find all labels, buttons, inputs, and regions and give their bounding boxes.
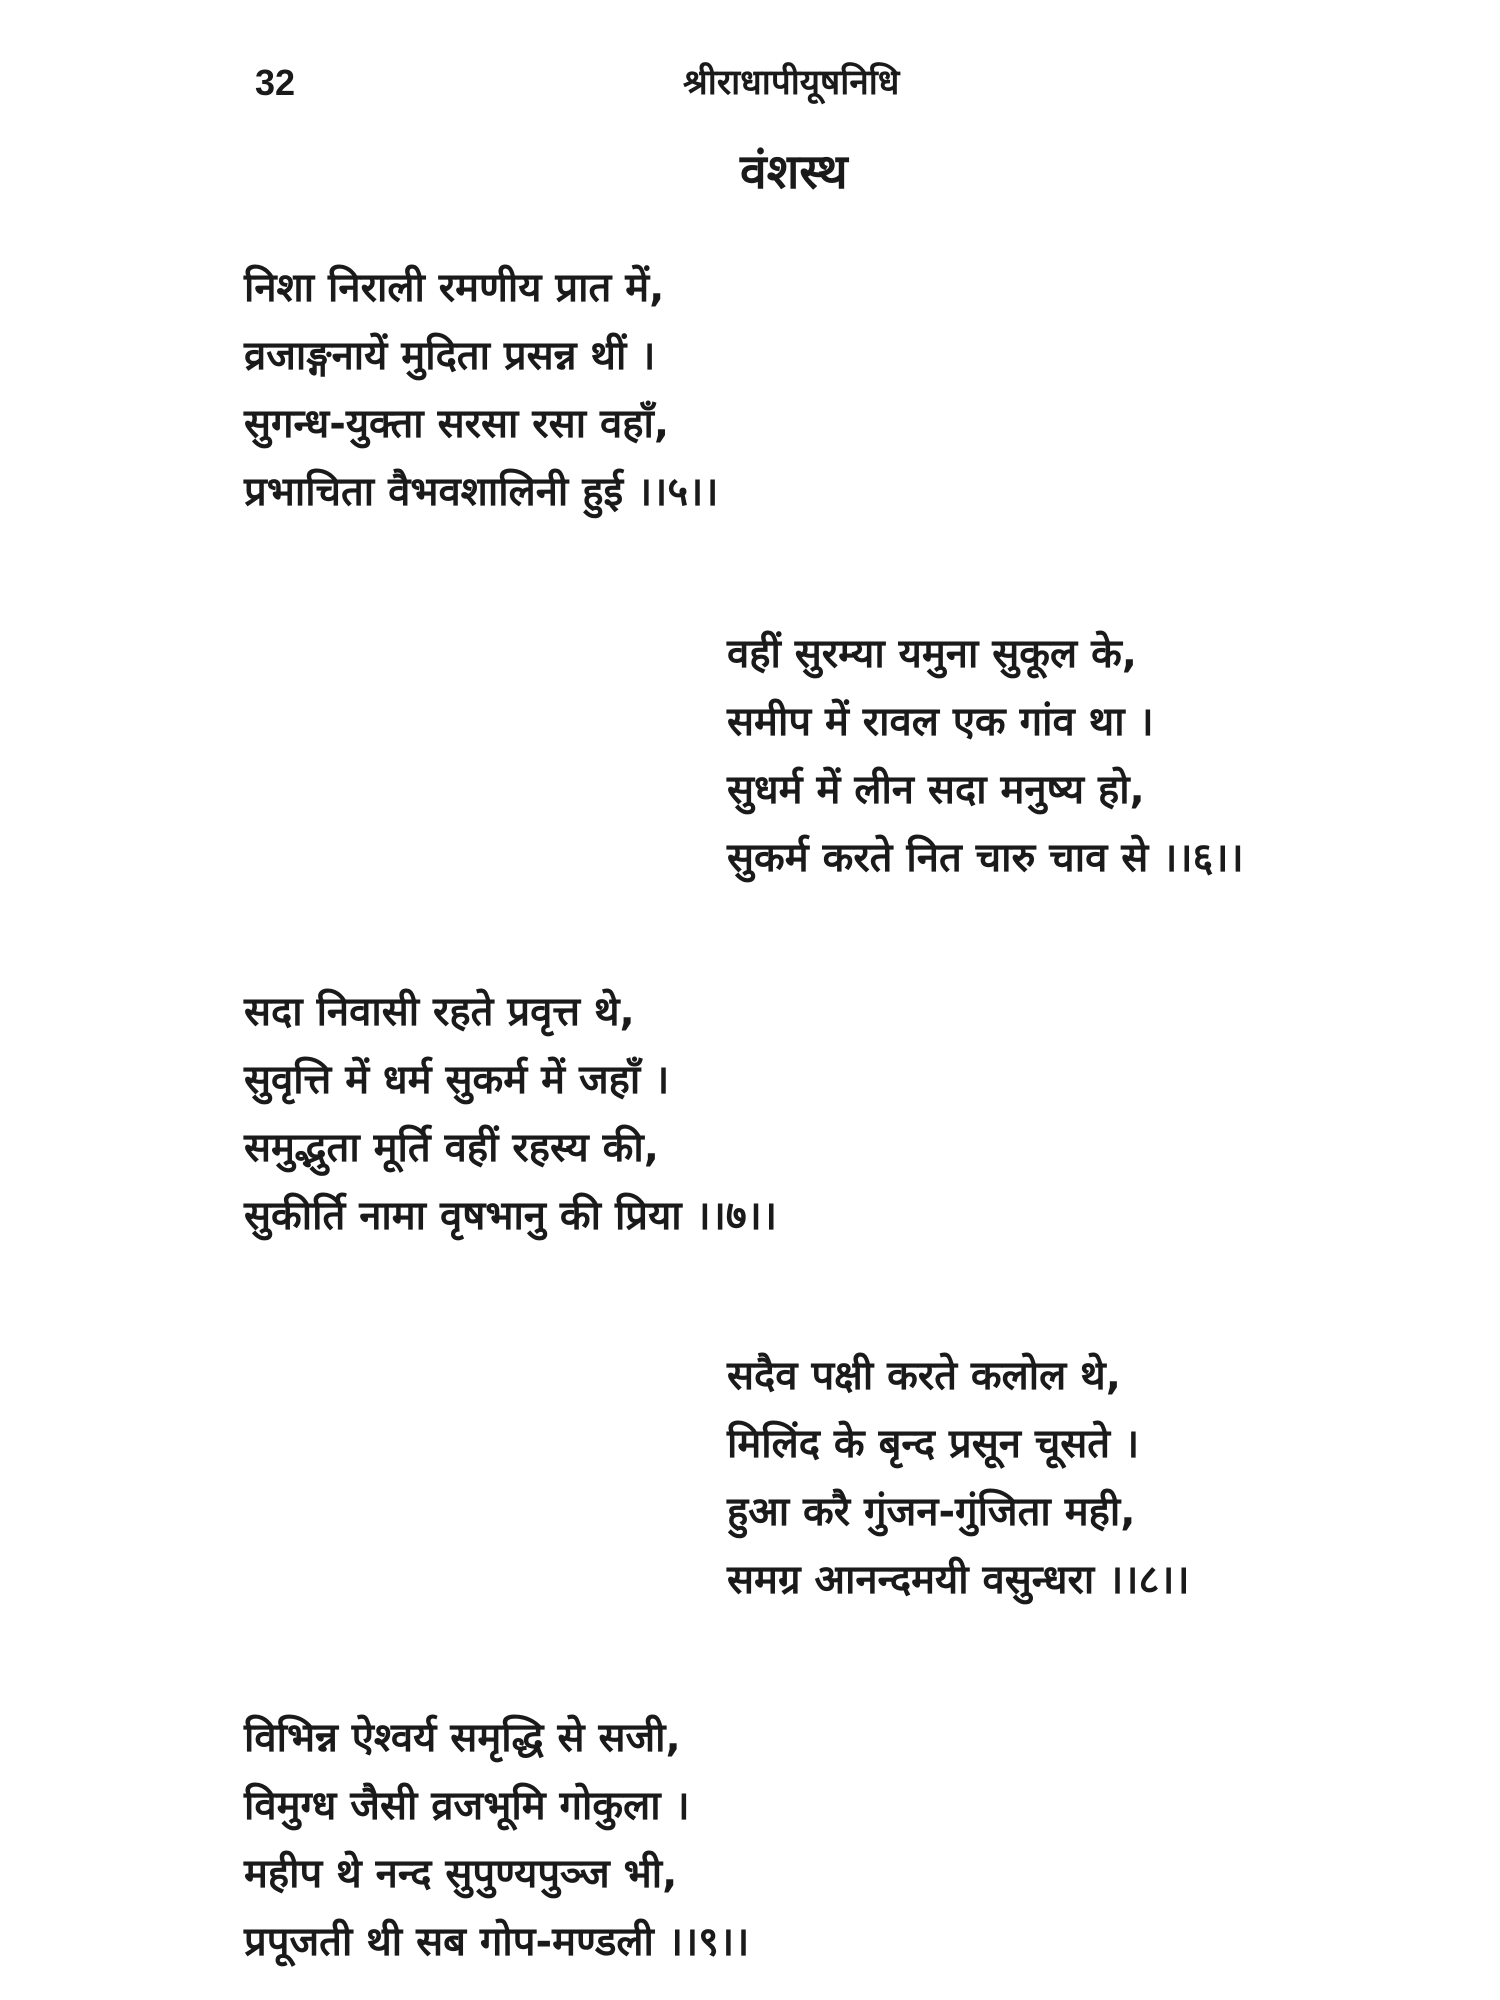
verse-line: सुवृत्ति में धर्म सुकर्म में जहाँ । (244, 1057, 670, 1103)
verse-stanza-9 (244, 1704, 749, 1976)
verse-line: वहीं सुरम्या यमुना सुकूल के, (727, 631, 1137, 677)
verse-stanza-7 (244, 978, 777, 1250)
verse-line: सदा निवासी रहते प्रवृत्त थे, (244, 989, 635, 1035)
verse-line: सुकीर्ति नामा वृषभानु की प्रिया ।।७।। (244, 1193, 777, 1239)
verse-line: प्रभाचिता वैभवशालिनी हुई ।।५।। (244, 469, 719, 515)
verse-line: निशा निराली रमणीय प्रात में, (244, 265, 665, 311)
running-title: श्रीराधापीयूषनिधि (683, 63, 900, 103)
verse-line: समीप में रावल एक गांव था । (727, 699, 1154, 745)
section-heading: वंशस्थ (740, 144, 848, 200)
verse-stanza-6 (727, 620, 1244, 892)
verse-line: विभिन्न ऐश्वर्य समृद्धि से सजी, (244, 1715, 681, 1761)
verse-line: हुआ करै गुंजन-गुंजिता मही, (727, 1489, 1136, 1535)
verse-stanza-8 (727, 1342, 1190, 1614)
verse-line: समुद्भुता मूर्ति वहीं रहस्य की, (244, 1125, 659, 1171)
verse-line: विमुग्ध जैसी व्रजभूमि गोकुला । (244, 1783, 690, 1829)
verse-line: व्रजाङ्गनायें मुदिता प्रसन्न थीं । (244, 333, 656, 379)
verse-line: महीप थे नन्द सुपुण्यपुञ्ज भी, (244, 1851, 678, 1897)
verse-stanza-5 (244, 254, 718, 526)
verse-line: सदैव पक्षी करते कलोल थे, (727, 1353, 1121, 1399)
verse-line: समग्र आनन्दमयी वसुन्धरा ।।८।। (727, 1557, 1190, 1603)
verse-line: प्रपूजती थी सब गोप-मण्डली ।।९।। (244, 1919, 750, 1965)
verse-line: सुधर्म में लीन सदा मनुष्य हो, (727, 767, 1145, 813)
verse-line: सुकर्म करते नित चारु चाव से ।।६।। (727, 835, 1244, 881)
verse-line: मिलिंद के बृन्द प्रसून चूसते । (727, 1421, 1140, 1467)
page-number: 32 (255, 62, 296, 103)
verse-line: सुगन्ध-युक्ता सरसा रसा वहाँ, (244, 401, 670, 447)
